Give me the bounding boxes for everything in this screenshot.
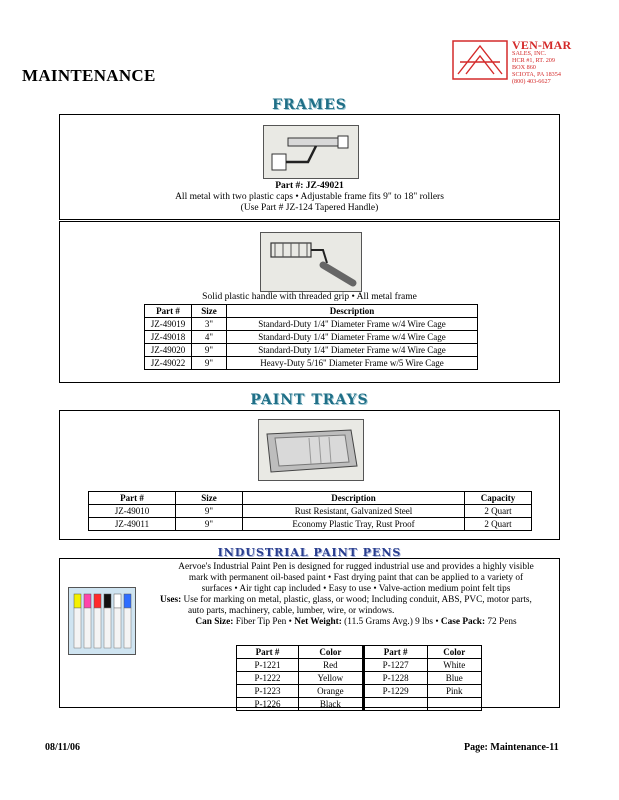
table-row	[89, 518, 532, 531]
pens-description-line: mark with permanent oil-based paint • Fast drying paint that can be applied to a variety of	[188, 573, 524, 583]
frame-series-description: Solid plastic handle with threaded grip • All metal frame	[202, 292, 417, 302]
logo-line: (800) 403-6627	[512, 78, 551, 85]
frame-note: (Use Part # JZ-124 Tapered Handle)	[240, 203, 379, 213]
paint-pens-table	[236, 645, 482, 711]
frame-part-number: Part #: JZ-49021	[275, 181, 344, 191]
pens-uses	[160, 595, 552, 606]
pens-description-line: surfaces • Air tight cap included • Easy to use • Valve-action medium point felt tips	[201, 584, 511, 594]
part-cell: JZ-49019	[145, 318, 192, 331]
pen-cap	[114, 594, 121, 608]
size-cell: 9"	[176, 518, 243, 531]
pen-cap	[74, 594, 81, 608]
column-header: Color	[298, 646, 363, 659]
size-cell: 3"	[192, 318, 227, 331]
description-cell: Standard-Duty 1/4" Diameter Frame w/4 Wire Cage	[227, 344, 478, 357]
capacity-cell: 2 Quart	[465, 518, 532, 531]
part-cell: JZ-49020	[145, 344, 192, 357]
pen-cap	[94, 594, 101, 608]
paint-pens-description	[160, 562, 552, 628]
description-cell: Heavy-Duty 5/16" Diameter Frame w/5 Wire Cage	[227, 357, 478, 370]
description-cell: Standard-Duty 1/4" Diameter Frame w/4 Wire Cage	[227, 331, 478, 344]
table-row	[145, 318, 478, 331]
part-cell: JZ-49011	[89, 518, 176, 531]
description-cell: Standard-Duty 1/4" Diameter Frame w/4 Wire Cage	[227, 318, 478, 331]
column-header: Size	[192, 305, 227, 318]
color-cell: Blue	[427, 672, 481, 685]
pen-body	[124, 608, 131, 648]
capacity-cell: 2 Quart	[465, 505, 532, 518]
paint-trays-table	[88, 491, 532, 531]
net-weight-label: Net Weight:	[294, 617, 342, 627]
column-header: Part #	[363, 646, 427, 659]
uses-text: Use for marking on metal, plastic, glass, or wood; Including conduit, ABS, PVC, motor parts,	[183, 595, 532, 605]
color-cell: White	[427, 659, 481, 672]
paint-pens-heading: INDUSTRIAL PAINT PENS	[217, 546, 402, 559]
table-header-row	[237, 646, 482, 659]
paint-tray-photo	[258, 419, 364, 481]
pen-body	[84, 608, 91, 648]
table-row	[145, 357, 478, 370]
can-size-label: Can Size:	[195, 617, 234, 627]
table-header-row	[89, 492, 532, 505]
column-header: Capacity	[465, 492, 532, 505]
paint-pens-panel	[59, 558, 560, 708]
pen-body	[74, 608, 81, 648]
wire-cage-frame-icon	[261, 233, 361, 291]
pen-cap	[124, 594, 131, 608]
pen-cap	[84, 594, 91, 608]
table-row	[145, 344, 478, 357]
frames-heading: FRAMES	[272, 97, 347, 113]
footer-page-number: Page: Maintenance-11	[464, 742, 559, 753]
part-cell	[363, 698, 427, 711]
pen-body	[104, 608, 111, 648]
part-cell: P-1226	[237, 698, 299, 711]
description-cell: Rust Resistant, Galvanized Steel	[243, 505, 465, 518]
frame-series-panel	[59, 221, 560, 383]
can-size-value: Fiber Tip Pen	[235, 617, 287, 627]
column-header: Part #	[145, 305, 192, 318]
case-pack-value: 72 Pens	[487, 617, 517, 627]
column-header: Color	[427, 646, 481, 659]
color-cell: Orange	[298, 685, 363, 698]
part-cell: P-1229	[363, 685, 427, 698]
part-cell: JZ-49018	[145, 331, 192, 344]
paint-pens-icon	[69, 588, 135, 654]
ven-mar-logo	[452, 38, 592, 85]
column-header: Part #	[89, 492, 176, 505]
paint-pens-photo	[68, 587, 136, 655]
size-cell: 4"	[192, 331, 227, 344]
part-cell: JZ-49022	[145, 357, 192, 370]
table-row	[237, 672, 482, 685]
pens-description-line: Aervoe's Industrial Paint Pen is designed for rugged industrial use and provides a highly visible	[178, 562, 534, 572]
uses-label: Uses:	[160, 595, 182, 605]
table-row	[237, 698, 482, 711]
part-cell: P-1223	[237, 685, 299, 698]
part-cell: JZ-49010	[89, 505, 176, 518]
color-cell: Red	[298, 659, 363, 672]
color-cell: Yellow	[298, 672, 363, 685]
pen-cap	[104, 594, 111, 608]
table-row	[237, 685, 482, 698]
column-header: Part #	[237, 646, 299, 659]
table-row	[237, 659, 482, 672]
paint-trays-panel	[59, 410, 560, 540]
column-header: Description	[227, 305, 478, 318]
part-cell: P-1221	[237, 659, 299, 672]
table-row	[89, 505, 532, 518]
table-row	[145, 331, 478, 344]
frame-series-table	[144, 304, 478, 370]
frame-photo	[263, 125, 359, 179]
part-cell: P-1227	[363, 659, 427, 672]
size-cell: 9"	[192, 344, 227, 357]
paint-tray-icon	[259, 420, 363, 480]
color-cell: Black	[298, 698, 363, 711]
footer-date: 08/11/06	[45, 742, 81, 753]
uses-text-continued: auto parts, machinery, cable, lumber, wire, or windows.	[188, 606, 395, 616]
size-cell: 9"	[192, 357, 227, 370]
pens-specs: Can Size: Fiber Tip Pen • Net Weight: (11.5 Grams Avg.) 9 lbs • Case Pack: 72 Pens	[195, 617, 517, 627]
roller-frame-icon	[264, 126, 358, 178]
column-header: Description	[243, 492, 465, 505]
description-cell: Economy Plastic Tray, Rust Proof	[243, 518, 465, 531]
net-weight-value: (11.5 Grams Avg.) 9 lbs	[344, 617, 434, 627]
color-cell: Pink	[427, 685, 481, 698]
part-cell: P-1228	[363, 672, 427, 685]
logo-line: SALES, INC.	[512, 50, 547, 57]
pen-body	[114, 608, 121, 648]
logo-line: SCIOTA, PA 18354	[512, 71, 561, 78]
paint-trays-heading: PAINT TRAYS	[250, 392, 369, 408]
column-header: Size	[176, 492, 243, 505]
frame-item-panel	[59, 114, 560, 220]
part-cell: P-1222	[237, 672, 299, 685]
logo-line: BOX 860	[512, 64, 536, 71]
pen-body	[94, 608, 101, 648]
table-header-row	[145, 305, 478, 318]
frame-description: All metal with two plastic caps • Adjustable frame fits 9" to 18" rollers	[175, 192, 444, 202]
logo-mark-icon	[452, 40, 508, 80]
logo-line: HCR #1, RT. 209	[512, 57, 555, 64]
page-title: MAINTENANCE	[22, 66, 156, 85]
case-pack-label: Case Pack:	[440, 617, 486, 627]
color-cell	[427, 698, 481, 711]
logo-name: VEN-MAR	[512, 38, 572, 52]
frame-series-photo	[260, 232, 362, 292]
size-cell: 9"	[176, 505, 243, 518]
